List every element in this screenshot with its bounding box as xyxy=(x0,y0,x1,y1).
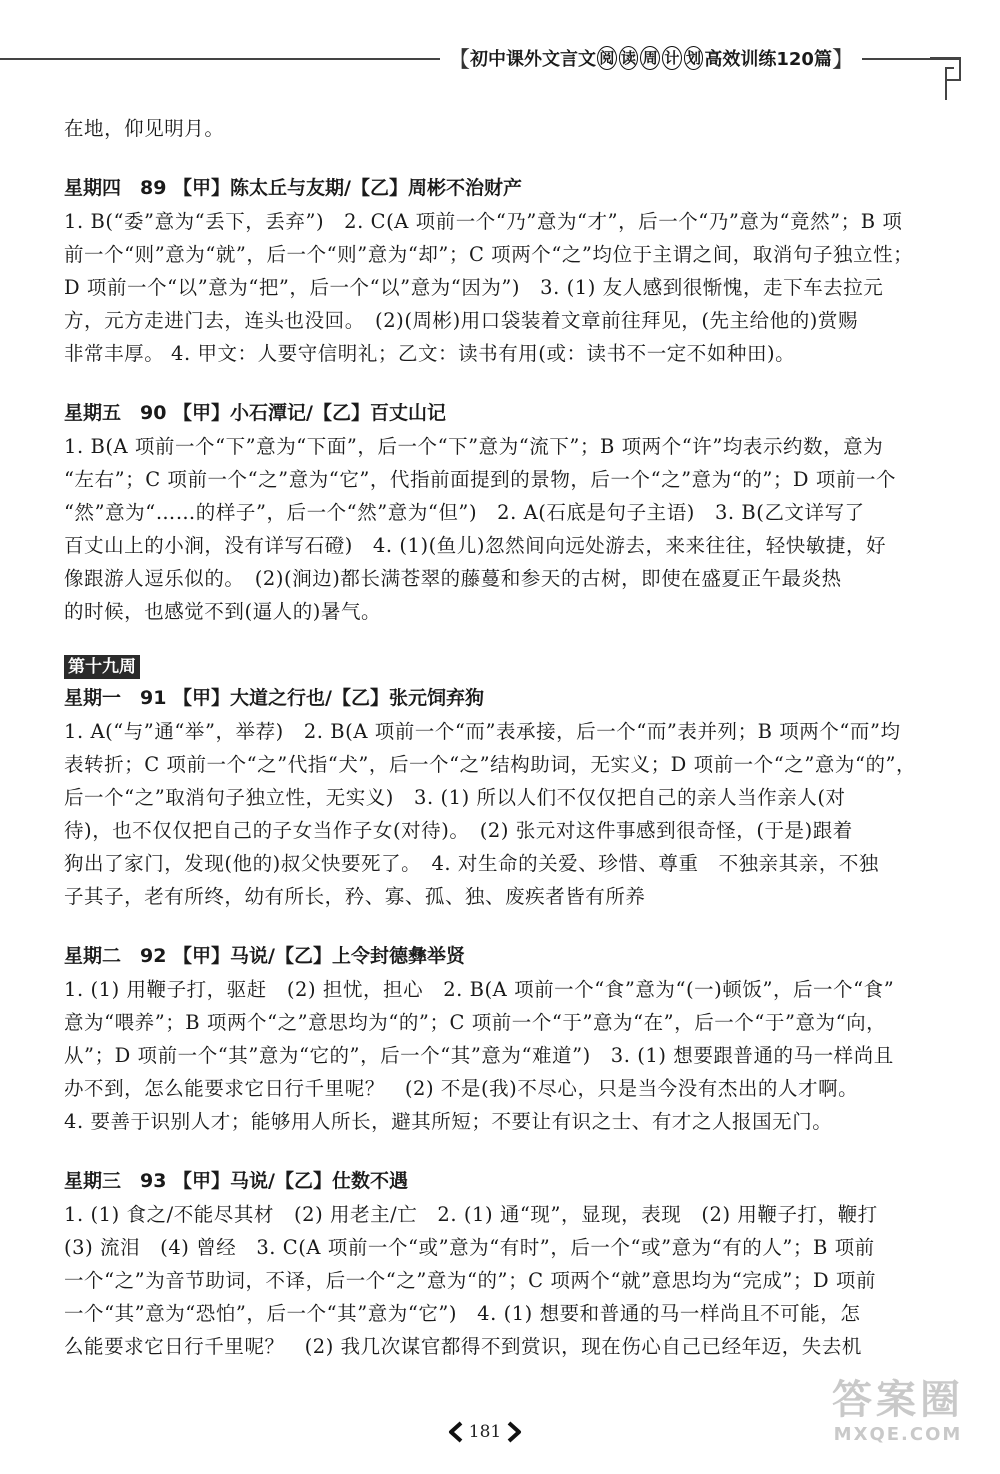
section-friday-90 xyxy=(64,397,899,628)
running-header xyxy=(448,44,854,72)
section-thursday-89 xyxy=(64,172,914,370)
chevron-left-icon xyxy=(447,1421,465,1443)
watermark xyxy=(810,1376,986,1458)
header-rule-left xyxy=(0,58,440,60)
watermark-logo-text: 答案圈 xyxy=(832,1377,964,1423)
text-line: 一个“之”为音节助词，不译，后一个“之”意为“的”；C 项两个“就”意思均为“完成”；D 项前 xyxy=(64,1269,876,1292)
section-tuesday-92 xyxy=(64,940,899,1138)
text-line: 方，元方走进门去，连头也没回。 (2)(周彬)用口袋装着文章前往拜见，(先主给他的)赏赐 xyxy=(64,309,859,332)
section-gap xyxy=(64,370,899,397)
text-line: 非常丰厚。 4. 甲文：人要守信明礼；乙文：读书有用(或：读书不一定不如种田)。 xyxy=(64,342,796,365)
week-label: 第十九周 xyxy=(64,655,140,679)
section-gap xyxy=(64,913,899,940)
week-heading xyxy=(64,652,899,682)
text-line: 一个“其”意为“恐怕”，后一个“其”意为“它”) 4. (1) 想要和普通的马一样尚且不可能，怎 xyxy=(64,1302,861,1325)
text-line: (3) 流泪 (4) 曾经 3. C(A 项前一个“或”意为“有时”，后一个“或”意为“有的人”；B 项前 xyxy=(64,1236,875,1259)
text-line: 1. A(“与”通“举”，举荐) 2. B(A 项前一个“而”表承接，后一个“而”表并列；B 项两个“而”均 xyxy=(64,720,901,743)
section-gap xyxy=(64,1138,899,1165)
watermark-url: MXQE.COM xyxy=(833,1424,963,1445)
section-wednesday-93 xyxy=(64,1165,899,1363)
header-title-pre: 初中课外文言文 xyxy=(470,49,597,70)
text-line: 1. B(A 项前一个“下”意为“下面”，后一个“下”意为“流下”；B 项两个“许”均表示约数，意为 xyxy=(64,435,884,458)
text-line: 待)，也不仅仅把自己的子女当作子女(对待)。 (2) 张元对这件事感到很奇怪，(于是)跟着 xyxy=(64,819,853,842)
text-line: 4. 要善于识别人才；能够用人所长，避其所短；不要让有识之士、有才之人报国无门。 xyxy=(64,1110,833,1133)
text-line: 子其子，老有所终，幼有所长，矜、寡、孤、独、废疾者皆有所养 xyxy=(64,885,646,908)
text-line: 从”；D 项前一个“其”意为“它的”，后一个“其”意为“难道”) 3. (1) 想要跟普通的马一样尚且 xyxy=(64,1044,894,1067)
header-highlight-char: 周 xyxy=(640,46,660,70)
header-highlight-char: 划 xyxy=(684,46,704,70)
section-title: 星期二 92 【甲】马说/【乙】上令封德彝举贤 xyxy=(64,945,465,967)
text-line: 百丈山上的小涧，没有详写石磴) 4. (1)(鱼儿)忽然间向远处游去，来来往往，轻快敏捷，好 xyxy=(64,534,887,557)
section-title: 星期三 93 【甲】马说/【乙】仕数不遇 xyxy=(64,1170,408,1192)
text-line: 意为“喂养”；B 项两个“之”意思均为“的”；C 项前一个“于”意为“在”，后一个“于”意为“向， xyxy=(64,1011,887,1034)
header-bracket-right: 】 xyxy=(831,47,854,73)
text-line: 的时候，也感觉不到(逼人的)暑气。 xyxy=(64,600,382,623)
section-continuation xyxy=(64,112,899,145)
text-line: D 项前一个“以”意为“把”，后一个“以”意为“因为”) 3. (1) 友人感到很惭愧，走下车去拉元 xyxy=(64,276,884,299)
page-footer xyxy=(440,1417,530,1447)
header-highlight-char: 计 xyxy=(662,46,682,70)
header-highlight-char: 读 xyxy=(619,46,639,70)
text-line: 后一个“之”取消句子独立性，无实义) 3. (1) 所以人们不仅仅把自己的亲人当作亲人(对 xyxy=(64,786,846,809)
text-line: 办不到，怎么能要求它日行千里呢？ (2) 不是(我)不尽心，只是当今没有杰出的人才啊。 xyxy=(64,1077,859,1100)
text-line: 么能要求它日行千里呢？ (2) 我几次谋官都得不到赏识，现在伤心自己已经年迈，失去机 xyxy=(64,1335,862,1358)
page-number: 181 xyxy=(468,1422,502,1442)
header-title-post: 高效训练120篇 xyxy=(704,49,832,70)
text-line: 表转折；C 项前一个“之”代指“犬”，后一个“之”结构助词，无实义；D 项前一个“之”意为“的”， xyxy=(64,753,917,776)
text-line: 在地，仰见明月。 xyxy=(64,117,225,140)
chevron-right-icon xyxy=(505,1421,523,1443)
text-line: “左右”；C 项前一个“之”意为“它”，代指前面提到的景物，后一个“之”意为“的”；D 项前一个 xyxy=(64,468,897,491)
answer-content xyxy=(64,112,917,1363)
header-bracket-left: 【 xyxy=(448,47,471,73)
text-line: 1. (1) 用鞭子打，驱赶 (2) 担忧，担心 2. B(A 项前一个“食”意为“(一)顿饭”，后一个“食” xyxy=(64,978,895,1001)
section-gap xyxy=(64,145,899,172)
section-gap xyxy=(64,628,899,652)
text-line: 前一个“则”意为“就”，后一个“则”意为“却”；C 项两个“之”均位于主谓之间，取消句子独立性； xyxy=(64,243,914,266)
header-highlight-char: 阅 xyxy=(597,46,617,70)
section-title: 星期一 91 【甲】大道之行也/【乙】张元饲弃狗 xyxy=(64,687,484,709)
text-line: 1. B(“委”意为“丢下，丢弃”) 2. C(A 项前一个“乃”意为“才”，后一个“乃”意为“竟然”；B 项 xyxy=(64,210,903,233)
section-monday-91 xyxy=(64,652,917,913)
text-line: 1. (1) 食之/不能尽其材 (2) 用老主/亡 2. (1) 通“现”，显现，表现 (2) 用鞭子打，鞭打 xyxy=(64,1203,878,1226)
text-line: 像跟游人逗乐似的。 (2)(涧边)都长满苍翠的藤蔓和参天的古树，即使在盛夏正午最炎热 xyxy=(64,567,842,590)
corner-ornament-icon xyxy=(930,56,970,106)
section-title: 星期四 89 【甲】陈太丘与友期/【乙】周彬不治财产 xyxy=(64,177,522,199)
text-line: “然”意为“……的样子”，后一个“然”意为“但”) 2. A(石底是句子主语) 3. B(乙文详写了 xyxy=(64,501,865,524)
text-line: 狗出了家门，发现(他的)叔父快要死了。 4. 对生命的关爱、珍惜、尊重 不独亲其亲，不独 xyxy=(64,852,879,875)
section-title: 星期五 90 【甲】小石潭记/【乙】百丈山记 xyxy=(64,402,446,424)
